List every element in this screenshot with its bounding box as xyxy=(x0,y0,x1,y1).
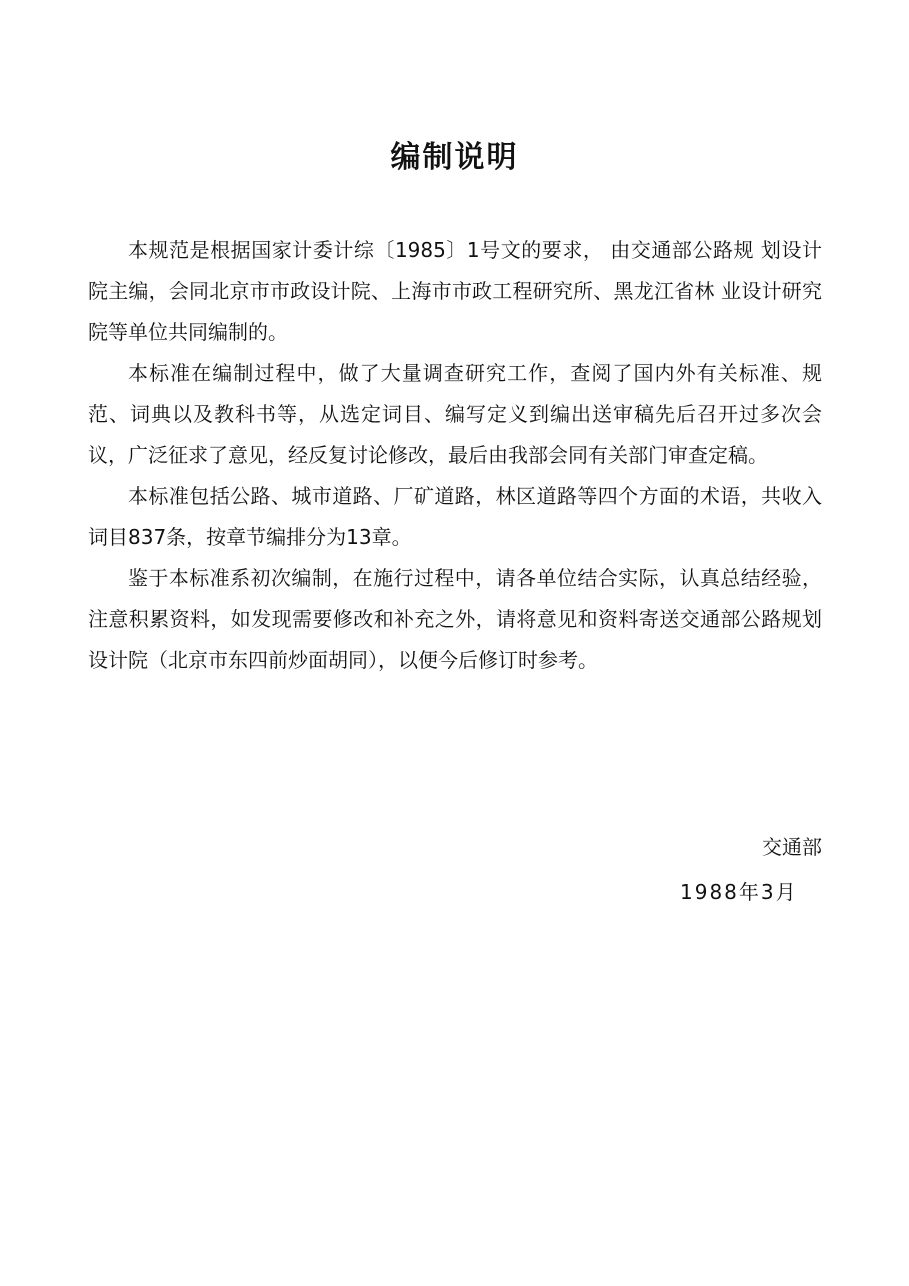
document-title: 编制说明 xyxy=(390,140,519,175)
paragraph-1: 本规范是根据国家计委计综〔1985〕1号文的要求， 由交通部公路规 划设计院主编，会同北京市市政设计院、上海市市政工程研究所、黑龙江省林 业设计研究院等单位共同编制的。 xyxy=(88,238,822,344)
signature-organization: 交通部 xyxy=(762,835,822,859)
paragraph-4: 鉴于本标准系初次编制，在施行过程中，请各单位结合实际，认真总结经验，注意积累资料，如发现需要修改和补充之外，请将意见和资料寄送交通部公路规划设计院（北京市东四前炒面胡同），以便今后修订时参考。 xyxy=(88,566,822,672)
paragraph-2: 本标准在编制过程中，做了大量调查研究工作，查阅了国内外有关标准、规范、词典以及教科书等，从选定词目、编写定义到编出送审稿先后召开过多次会议，广泛征求了意见，经反复讨论修改，最后由我部会同有关部门审查定稿。 xyxy=(88,361,822,467)
document-body xyxy=(88,230,822,681)
paragraph-3: 本标准包括公路、城市道路、厂矿道路，林区道路等四个方面的术语，共收入词目837条，按章节编排分为13章。 xyxy=(88,484,822,549)
signature-date: 1988年3月 xyxy=(680,880,798,904)
